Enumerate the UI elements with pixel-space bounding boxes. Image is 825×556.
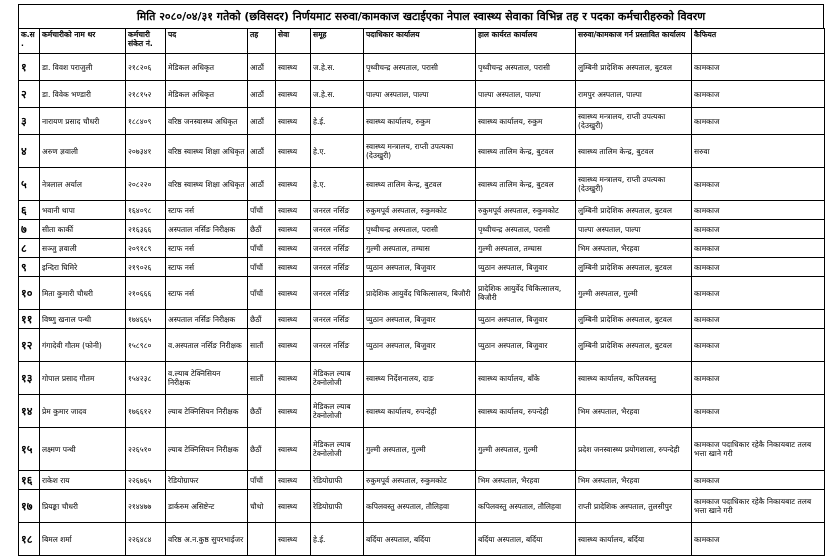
group-cell: ज.हे.स.: [311, 54, 364, 81]
level-cell: पाँचौं: [248, 239, 276, 258]
group-cell: हे.ए.: [311, 168, 364, 201]
name-cell: विष्णु खनाल पन्थी: [40, 310, 126, 329]
code-cell: २१०६६६: [126, 277, 166, 310]
post-office-cell: प्रादेशिक आयुर्वेद चिकित्सालय, बिजौरी: [364, 277, 476, 310]
serial-cell: ३: [19, 108, 40, 135]
serial-cell: १७: [19, 490, 40, 523]
remarks-cell: कामकाज: [692, 523, 825, 556]
code-cell: २०८२२०: [126, 168, 166, 201]
remarks-cell: कामकाज: [692, 168, 825, 201]
code-cell: १८८४०९: [126, 108, 166, 135]
serial-cell: १: [19, 54, 40, 81]
name-cell: डा. विवेक भण्डारी: [40, 81, 126, 108]
remarks-cell: कामकाज: [692, 310, 825, 329]
serial-cell: ९: [19, 258, 40, 277]
remarks-cell: कामकाज: [692, 471, 825, 490]
level-cell: छैठौं: [248, 220, 276, 239]
level-cell: आठौं: [248, 168, 276, 201]
proposed-office-cell: गुल्मी अस्पताल, गुल्मी: [576, 277, 692, 310]
serial-cell: १६: [19, 471, 40, 490]
group-cell: जनरल नर्सिङ: [311, 220, 364, 239]
position-cell: डार्करुम असिष्टेन्ट: [166, 490, 248, 523]
code-cell: १५४२३८: [126, 362, 166, 395]
position-cell: मेडिकल अधिकृत: [166, 81, 248, 108]
level-cell: सातौं: [248, 362, 276, 395]
level-cell: आठौं: [248, 108, 276, 135]
remarks-cell: कामकाज: [692, 395, 825, 428]
level-cell: छैठौं: [248, 428, 276, 471]
remarks-cell: कामकाज: [692, 54, 825, 81]
table-row: [19, 220, 825, 239]
level-cell: सातौं: [248, 329, 276, 362]
position-cell: स्टाफ नर्स: [166, 277, 248, 310]
name-cell: राकेश राय: [40, 471, 126, 490]
current-office-cell: बर्दिया अस्पताल, बर्दिया: [476, 523, 576, 556]
name-cell: डा. विवश पराजुली: [40, 54, 126, 81]
post-office-cell: रुकुमपूर्व अस्पताल, रुकुमकोट: [364, 201, 476, 220]
proposed-office-cell: भिम अस्पताल, भैरहवा: [576, 471, 692, 490]
proposed-office-cell: भिम अस्पताल, भैरहवा: [576, 239, 692, 258]
serial-cell: ८: [19, 239, 40, 258]
proposed-office-cell: लुम्बिनी प्रादेशिक अस्पताल, बुटवल: [576, 258, 692, 277]
level-cell: पाँचौं: [248, 277, 276, 310]
post-office-cell: कपिलवस्तु अस्पताल, तौलिहवा: [364, 490, 476, 523]
position-cell: अस्पताल नर्सिङ निरीक्षक: [166, 310, 248, 329]
code-cell: २२६५१०: [126, 428, 166, 471]
header-cell: कर्मचारी संकेत नं.: [126, 29, 166, 54]
level-cell: छैठौं: [248, 310, 276, 329]
group-cell: जनरल नर्सिङ: [311, 329, 364, 362]
level-cell: पाँचौं: [248, 258, 276, 277]
remarks-cell: कामकाज पदाधिकार रहेकै निकायबाट तलब भत्ता खाने गरी: [692, 428, 825, 471]
service-cell: स्वास्थ्य: [276, 201, 311, 220]
current-office-cell: स्वास्थ्य कार्यालय, रुपन्देही: [476, 395, 576, 428]
current-office-cell: गुल्मी अस्पताल, गुल्मी: [476, 428, 576, 471]
position-cell: ल्याब टेक्निसियन निरीक्षक: [166, 395, 248, 428]
table-row: [19, 329, 825, 362]
name-cell: गंगादेवी गौतम (फोनी): [40, 329, 126, 362]
document: [18, 4, 824, 556]
service-cell: स्वास्थ्य: [276, 362, 311, 395]
code-cell: २१८१५२: [126, 81, 166, 108]
serial-cell: ४: [19, 135, 40, 168]
level-cell: आठौं: [248, 81, 276, 108]
remarks-cell: कामकाज: [692, 108, 825, 135]
proposed-office-cell: पाल्पा अस्पताल, पाल्पा: [576, 220, 692, 239]
position-cell: मेडिकल अधिकृत: [166, 54, 248, 81]
service-cell: स्वास्थ्य: [276, 220, 311, 239]
current-office-cell: प्युठान अस्पताल, बिजुवार: [476, 310, 576, 329]
proposed-office-cell: स्वास्थ्य मन्त्रालय, राप्ती उपत्यका (देउखुरी): [576, 108, 692, 135]
post-office-cell: प्युठान अस्पताल, बिजुवार: [364, 329, 476, 362]
group-cell: हे.ए.: [311, 135, 364, 168]
service-cell: स्वास्थ्य: [276, 81, 311, 108]
code-cell: १७६६१२: [126, 395, 166, 428]
proposed-office-cell: लुम्बिनी प्रादेशिक अस्पताल, बुटवल: [576, 54, 692, 81]
level-cell: आठौं: [248, 135, 276, 168]
name-cell: मिता कुमारी चौधरी: [40, 277, 126, 310]
name-cell: नेत्रलाल अर्याल: [40, 168, 126, 201]
header-cell: क.स.: [19, 29, 40, 54]
name-cell: बिमल शर्मा: [40, 523, 126, 556]
name-cell: सीता कार्की: [40, 220, 126, 239]
post-office-cell: प्युठान अस्पताल, बिजुवार: [364, 310, 476, 329]
current-office-cell: प्रादेशिक आयुर्वेद चिकित्सालय, बिजौरी: [476, 277, 576, 310]
header-cell: पदाधिकार कार्यालय: [364, 29, 476, 54]
serial-cell: २: [19, 81, 40, 108]
code-cell: २१९०२६: [126, 258, 166, 277]
table-row: [19, 201, 825, 220]
proposed-office-cell: प्रदेश जनस्वास्थ्य प्रयोगशाला, रुपन्देही: [576, 428, 692, 471]
current-office-cell: भिम अस्पताल, भैरहवा: [476, 471, 576, 490]
group-cell: मेडिकल ल्याब टेक्नोलोजी: [311, 428, 364, 471]
group-cell: हे.ई.: [311, 108, 364, 135]
code-cell: २१८२०६: [126, 54, 166, 81]
table-row: [19, 135, 825, 168]
current-office-cell: स्वास्थ्य कार्यालय, रुकुम: [476, 108, 576, 135]
service-cell: स्वास्थ्य: [276, 54, 311, 81]
service-cell: स्वास्थ्य: [276, 135, 311, 168]
remarks-cell: सरुवा: [692, 135, 825, 168]
table-row: [19, 277, 825, 310]
current-office-cell: पाल्पा अस्पताल, पाल्पा: [476, 81, 576, 108]
header-cell: सेवा: [276, 29, 311, 54]
table-row: [19, 490, 825, 523]
code-cell: १५८९८०: [126, 329, 166, 362]
service-cell: स्वास्थ्य: [276, 428, 311, 471]
table-row: [19, 168, 825, 201]
current-office-cell: पृथ्वीचन्द्र अस्पताल, परासी: [476, 54, 576, 81]
document-title: मिति २०८०/०४/३१ गतेको (छविसदर) निर्णयमाट सरुवा/कामकाज खटाईएका नेपाल स्वास्थ्य सेवाका विभिन्न तह र पदका कर्मचारीहरुको विवरण: [18, 4, 824, 28]
name-cell: गोपाल प्रसाद गौतम: [40, 362, 126, 395]
code-cell: १६४०९८: [126, 201, 166, 220]
post-office-cell: स्वास्थ्य कार्यालय, रुकुम: [364, 108, 476, 135]
position-cell: स्टाफ नर्स: [166, 239, 248, 258]
service-cell: स्वास्थ्य: [276, 108, 311, 135]
post-office-cell: प्युठान अस्पताल, बिजुवार: [364, 258, 476, 277]
proposed-office-cell: लुम्बिनी प्रादेशिक अस्पताल, बुटवल: [576, 310, 692, 329]
serial-cell: ११: [19, 310, 40, 329]
position-cell: ल्याब टेक्निसियन निरीक्षक: [166, 428, 248, 471]
current-office-cell: रुकुमपूर्व अस्पताल, रुकुमकोट: [476, 201, 576, 220]
group-cell: मेडिकल ल्याब टेक्नोलोजी: [311, 395, 364, 428]
table-row: [19, 523, 825, 556]
position-cell: वरिष्ठ स्वास्थ्य शिक्षा अधिकृत: [166, 168, 248, 201]
group-cell: रेडियोग्राफी: [311, 471, 364, 490]
current-office-cell: स्वास्थ्य तालिम केन्द्र, बुटवल: [476, 168, 576, 201]
position-cell: वरिष्ठ जनस्वास्थ्य अधिकृत: [166, 108, 248, 135]
serial-cell: १८: [19, 523, 40, 556]
level-cell: पाँचौं: [248, 471, 276, 490]
table-row: [19, 310, 825, 329]
group-cell: जनरल नर्सिङ: [311, 239, 364, 258]
name-cell: अरुण ज्ञवाली: [40, 135, 126, 168]
header-cell: हाल कार्यरत कार्यालय: [476, 29, 576, 54]
service-cell: स्वास्थ्य: [276, 258, 311, 277]
header-cell: पद: [166, 29, 248, 54]
header-cell: कैफियत: [692, 29, 825, 54]
name-cell: प्रेम कुमार जादव: [40, 395, 126, 428]
proposed-office-cell: राप्ती प्रादेशिक अस्पताल, तुलसीपुर: [576, 490, 692, 523]
serial-cell: १५: [19, 428, 40, 471]
position-cell: स्टाफ नर्स: [166, 258, 248, 277]
code-cell: २१६३६६: [126, 220, 166, 239]
code-cell: २१४४७७: [126, 490, 166, 523]
position-cell: रेडियोग्राफर: [166, 471, 248, 490]
post-office-cell: स्वास्थ्य कार्यालय, रुपन्देही: [364, 395, 476, 428]
code-cell: २०७३४१: [126, 135, 166, 168]
table-row: [19, 362, 825, 395]
position-cell: व.अस्पताल नर्सिङ निरीक्षक: [166, 329, 248, 362]
remarks-cell: कामकाज पदाधिकार रहेकै निकायबाट तलब भत्ता खाने गरी: [692, 490, 825, 523]
position-cell: व.ल्याब टेक्निसियन निरीक्षक: [166, 362, 248, 395]
post-office-cell: पृथ्वीचन्द्र अस्पताल, परासी: [364, 220, 476, 239]
remarks-cell: कामकाज: [692, 220, 825, 239]
current-office-cell: प्युठान अस्पताल, बिजुवार: [476, 258, 576, 277]
remarks-cell: कामकाज: [692, 329, 825, 362]
serial-cell: १२: [19, 329, 40, 362]
remarks-cell: कामकाज: [692, 239, 825, 258]
position-cell: स्टाफ नर्स: [166, 201, 248, 220]
group-cell: ज.हे.स.: [311, 81, 364, 108]
remarks-cell: कामकाज: [692, 81, 825, 108]
code-cell: २०९१८९: [126, 239, 166, 258]
service-cell: स्वास्थ्य: [276, 329, 311, 362]
table-row: [19, 471, 825, 490]
remarks-cell: कामकाज: [692, 201, 825, 220]
current-office-cell: गुल्मी अस्पताल, तम्घास: [476, 239, 576, 258]
table-row: [19, 108, 825, 135]
position-cell: वरिष्ठ स्वास्थ्य शिक्षा अधिकृत: [166, 135, 248, 168]
proposed-office-cell: भिम अस्पताल, भैरहवा: [576, 395, 692, 428]
header-row: [19, 29, 825, 54]
header-cell: सरुवा/कामकाज गर्न प्रस्तावित कार्यालय: [576, 29, 692, 54]
code-cell: २२६७६५: [126, 471, 166, 490]
code-cell: २२६४८४: [126, 523, 166, 556]
level-cell: पाँचौं: [248, 201, 276, 220]
level-cell: छैठौं: [248, 395, 276, 428]
service-cell: स्वास्थ्य: [276, 168, 311, 201]
service-cell: स्वास्थ्य: [276, 523, 311, 556]
post-office-cell: गुल्मी अस्पताल, गुल्मी: [364, 428, 476, 471]
post-office-cell: स्वास्थ्य मन्त्रालय, राप्ती उपत्यका (देउखुरी): [364, 135, 476, 168]
proposed-office-cell: स्वास्थ्य तालिम केन्द्र, बुटवल: [576, 135, 692, 168]
post-office-cell: रुकुमपूर्व अस्पताल, रुकुमकोट: [364, 471, 476, 490]
group-cell: जनरल नर्सिङ: [311, 258, 364, 277]
name-cell: इन्दिरा घिमिरे: [40, 258, 126, 277]
position-cell: अस्पताल नर्सिङ निरीक्षक: [166, 220, 248, 239]
group-cell: हे.ई.: [311, 523, 364, 556]
serial-cell: १४: [19, 395, 40, 428]
name-cell: सञ्जु ज्ञवाली: [40, 239, 126, 258]
proposed-office-cell: लुम्बिनी प्रादेशिक अस्पताल, बुटवल: [576, 329, 692, 362]
post-office-cell: स्वास्थ्य तालिम केन्द्र, बुटवल: [364, 168, 476, 201]
remarks-cell: कामकाज: [692, 277, 825, 310]
service-cell: स्वास्थ्य: [276, 471, 311, 490]
current-office-cell: स्वास्थ्य कार्यालय, बाँके: [476, 362, 576, 395]
service-cell: स्वास्थ्य: [276, 490, 311, 523]
header-cell: कर्मचारीको नाम थर: [40, 29, 126, 54]
group-cell: जनरल नर्सिङ: [311, 277, 364, 310]
post-office-cell: गुल्मी अस्पताल, तम्घास: [364, 239, 476, 258]
current-office-cell: पृथ्वीचन्द्र अस्पताल, परासी: [476, 220, 576, 239]
name-cell: लक्ष्मण पन्थी: [40, 428, 126, 471]
serial-cell: ५: [19, 168, 40, 201]
header-cell: तह: [248, 29, 276, 54]
proposed-office-cell: स्वास्थ्य कार्यालय, कपिलवस्तु: [576, 362, 692, 395]
table-row: [19, 395, 825, 428]
remarks-cell: कामकाज: [692, 258, 825, 277]
level-cell: [248, 523, 276, 556]
name-cell: प्रियङ्का चौधरी: [40, 490, 126, 523]
name-cell: भवानी थापा: [40, 201, 126, 220]
level-cell: चौथो: [248, 490, 276, 523]
position-cell: वरिष्ठ अ.न.कुष्ठ सुपरभाईजर: [166, 523, 248, 556]
group-cell: जनरल नर्सिङ: [311, 201, 364, 220]
service-cell: स्वास्थ्य: [276, 395, 311, 428]
name-cell: नारायण प्रसाद चौधरी: [40, 108, 126, 135]
current-office-cell: स्वास्थ्य तालिम केन्द्र, बुटवल: [476, 135, 576, 168]
remarks-cell: कामकाज: [692, 362, 825, 395]
header-cell: समूह: [311, 29, 364, 54]
code-cell: १७४६६५: [126, 310, 166, 329]
group-cell: जनरल नर्सिङ: [311, 310, 364, 329]
service-cell: स्वास्थ्य: [276, 310, 311, 329]
group-cell: मेडिकल ल्याब टेक्नोलोजी: [311, 362, 364, 395]
table-row: [19, 81, 825, 108]
level-cell: आठौं: [248, 54, 276, 81]
post-office-cell: पाल्पा अस्पताल, पाल्पा: [364, 81, 476, 108]
post-office-cell: पृथ्वीचन्द्र अस्पताल, परासी: [364, 54, 476, 81]
service-cell: स्वास्थ्य: [276, 277, 311, 310]
staff-transfer-table: [18, 28, 825, 556]
current-office-cell: प्युठान अस्पताल, बिजुवार: [476, 329, 576, 362]
proposed-office-cell: स्वास्थ्य मन्त्रालय, राप्ती उपत्यका (देउखुरी): [576, 168, 692, 201]
post-office-cell: बर्दिया अस्पताल, बर्दिया: [364, 523, 476, 556]
serial-cell: १०: [19, 277, 40, 310]
post-office-cell: स्वास्थ्य निर्देशनालय, दाङ: [364, 362, 476, 395]
service-cell: स्वास्थ्य: [276, 239, 311, 258]
serial-cell: १३: [19, 362, 40, 395]
proposed-office-cell: रामपुर अस्पताल, पाल्पा: [576, 81, 692, 108]
group-cell: रेडियोग्राफी: [311, 490, 364, 523]
table-row: [19, 258, 825, 277]
serial-cell: ७: [19, 220, 40, 239]
serial-cell: ६: [19, 201, 40, 220]
current-office-cell: कपिलवस्तु अस्पताल, तौलिहवा: [476, 490, 576, 523]
proposed-office-cell: लुम्बिनी प्रादेशिक अस्पताल, बुटवल: [576, 201, 692, 220]
table-row: [19, 54, 825, 81]
proposed-office-cell: स्वास्थ्य कार्यालय, बर्दिया: [576, 523, 692, 556]
table-row: [19, 239, 825, 258]
table-row: [19, 428, 825, 471]
